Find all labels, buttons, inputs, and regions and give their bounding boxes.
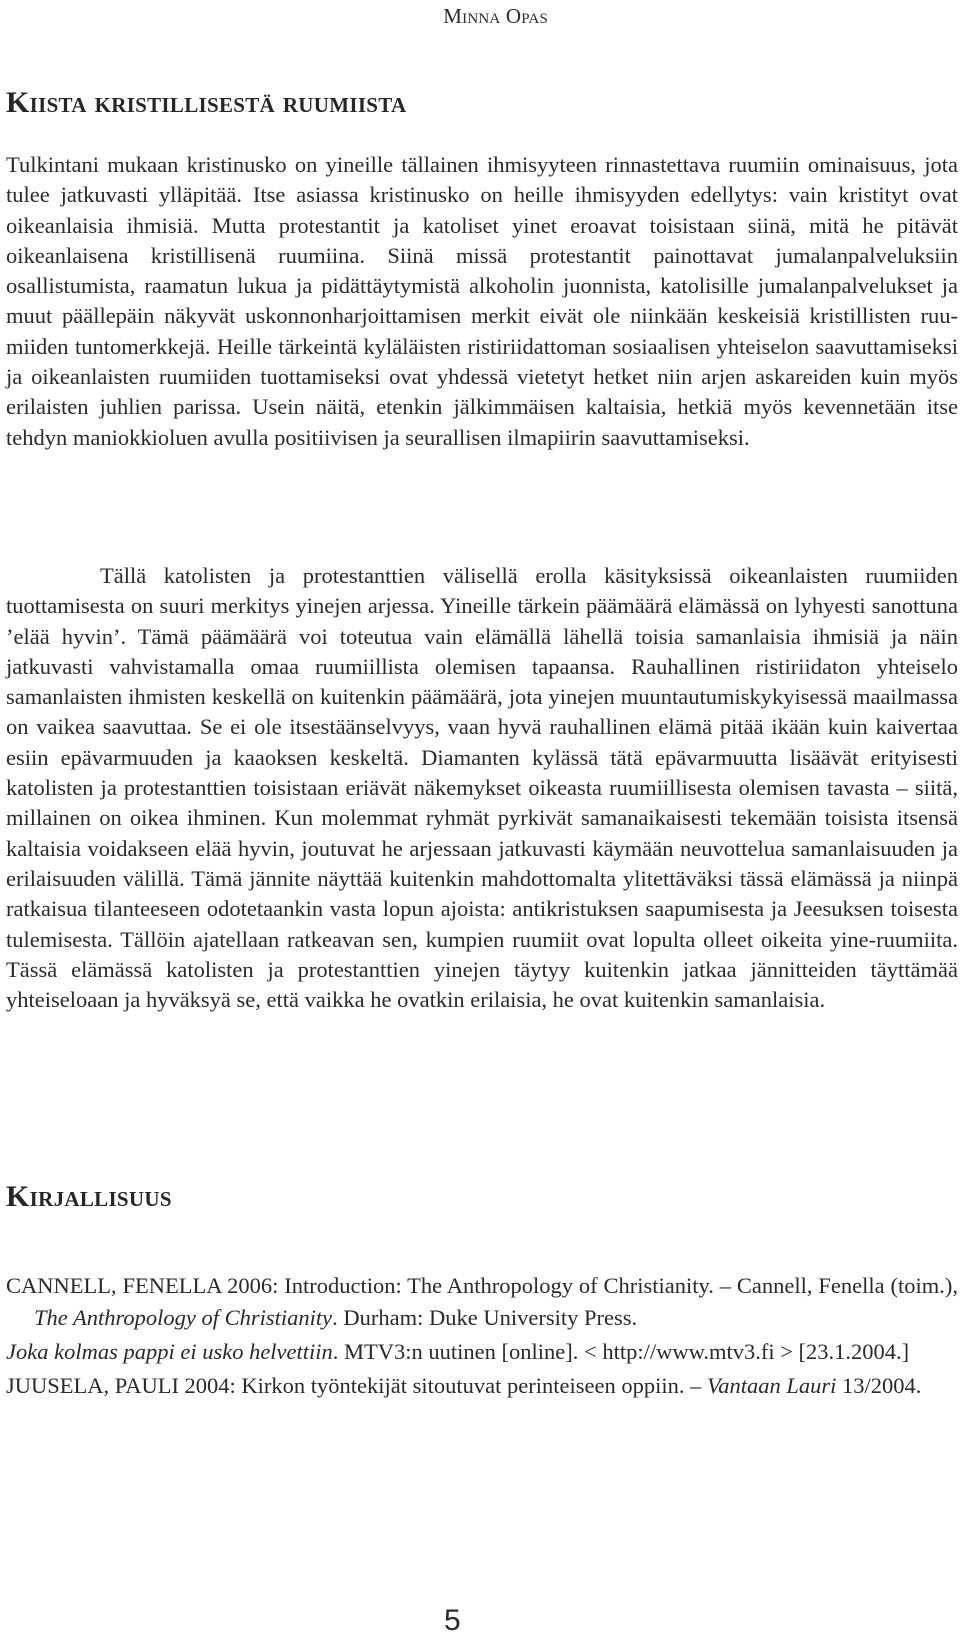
reference-text: JUUSELA, PAULI 2004: Kirkon työntekijät sitoutuvat perinteiseen oppiin. – (6, 1373, 707, 1398)
reference-item-cannell (6, 1270, 958, 1334)
reference-title: Joka kolmas pappi ei usko helvettiin (6, 1339, 333, 1364)
reference-title: Vantaan Lauri (706, 1373, 837, 1398)
reference-text: . Durham: Duke University Press. (332, 1305, 638, 1330)
body-paragraph-2: Tällä katolisten ja protestanttien välisellä erolla käsityksissä oikeanlaisten ruumiiden tuottamisesta on suuri merkitys yinejen arjessa. Yineille tärkein päämäärä elämässä on lyhyesti sanottuna ’elää hyvin’. Tämä päämäärä voi toteutua vain elämällä lähellä toisia samanlaisia ihmisiä ja näin jatkuvasti vahvistamalla omaa ruumiillista olemisen tapaansa. Rauhallinen ristiriidaton yhteiselo samanlaisten ihmisten keskellä on kuitenkin päämäärä, jota yinejen muuntautumiskykyisessä maailmassa on vaikea saavuttaa. Se ei ole itsestäänselvyys, vaan hyvä rauhallinen elämä pitää ikään kuin kaivertaa esiin epävarmuuden ja kaaoksen keskeltä. Diamanten kylässä tätä epävarmuutta lisäävät erityisesti katolisten ja protestanttien toisistaan eriävät näkemykset oikeasta ruumiillisesta olemisen tavasta – siitä, millainen on oikea ihminen. Kun molemmat ryhmät pyrkivät samanaikaisesti tekemään toisista itsensä kaltaisia voidakseen elää hyvin, joutuvat he arjessaan jatkuvasti käymään neuvottelua samanlaisuuden ja erilaisuuden välillä. Tämä jännite näyttää kuitenkin mahdottomalta ylitettäväksi tässä elämässä ja niinpä ratkaisua tilanteeseen odotetaankin vasta lopun ajoista: antikristuksen saapumisesta ja Jeesuksen toisesta tulemisesta. Tällöin ajatellaan ratkeavan sen, kumpien ruumiit ovat lopulta olleet oikeita yine-ruumiita. Tässä elämässä katolisten ja protestanttien yinejen täytyy kuitenkin jatkaa jännitteiden täyttämää yhteiseloaan ja hyväksyä se, että vaikka he ovatkin erilaisia, he ovat kuitenkin samanlaisia. (6, 563, 958, 1013)
reference-text: . MTV3:n uutinen [online]. < http://www.mtv3.fi > [23.1.2004.] (332, 1339, 910, 1364)
reference-item-mtv3 (6, 1336, 958, 1368)
reference-list (6, 1270, 958, 1404)
reference-title: The Anthropology of Christianity (34, 1305, 333, 1330)
reference-text: CANNELL, FENELLA 2006: Introduction: The Anthropology of Christianity. – Cannell, Fenella (toim.), (6, 1273, 958, 1298)
reference-item-juusela (6, 1370, 958, 1402)
page-number: 5 (444, 1604, 461, 1637)
body-paragraph-1: Tulkintani mukaan kristinusko on yineille tällainen ihmisyyteen rinnastettava ruumiin ominaisuus, jota tulee jatkuvasti ylläpitää. Itse asiassa kristinusko on heille ihmisyyden edellytys: vain kristityt ovat oikeanlaisia ihmisiä. Mutta protestantit ja katoliset yinet eroavat toisistaan siinä, mitä he pitävät oikeanlaisena kristillisenä ruumiina. Siinä missä protestantit painottavat jumalanpalveluksiin osallistumista, raamatun lukua ja pidättäytymistä alkoholin juonnista, katolisille jumalanpalvelukset ja muut päällepäin näkyvät uskonnonharjoittamisen merkit eivät ole niinkään keskeisiä kristillisten ruumiiden tuntomerkkejä. Heille tärkeintä kyläläisten ristiriidattoman sosiaalisen yhteiselon saavuttamiseksi ja oikeanlaisten ruumiiden tuottamiseksi ovat yhdessä vietetyt hetket niin arjen askareiden kuin myös erilaisten juhlien parissa. Usein näitä, etenkin jälkimmäisen kaltaisia, hetkiä myös kevennetään itse tehdyn maniokkioluen avulla positiivisen ja seurallisen ilmapiirin saavuttamiseksi. (6, 152, 958, 450)
section-heading-kiista: Kiista kristillisestä ruumiista (6, 86, 407, 119)
running-head: Minna Opas (443, 4, 548, 28)
reference-text: 13/2004. (836, 1373, 922, 1398)
section-heading-kirjallisuus: Kirjallisuus (6, 1180, 172, 1213)
